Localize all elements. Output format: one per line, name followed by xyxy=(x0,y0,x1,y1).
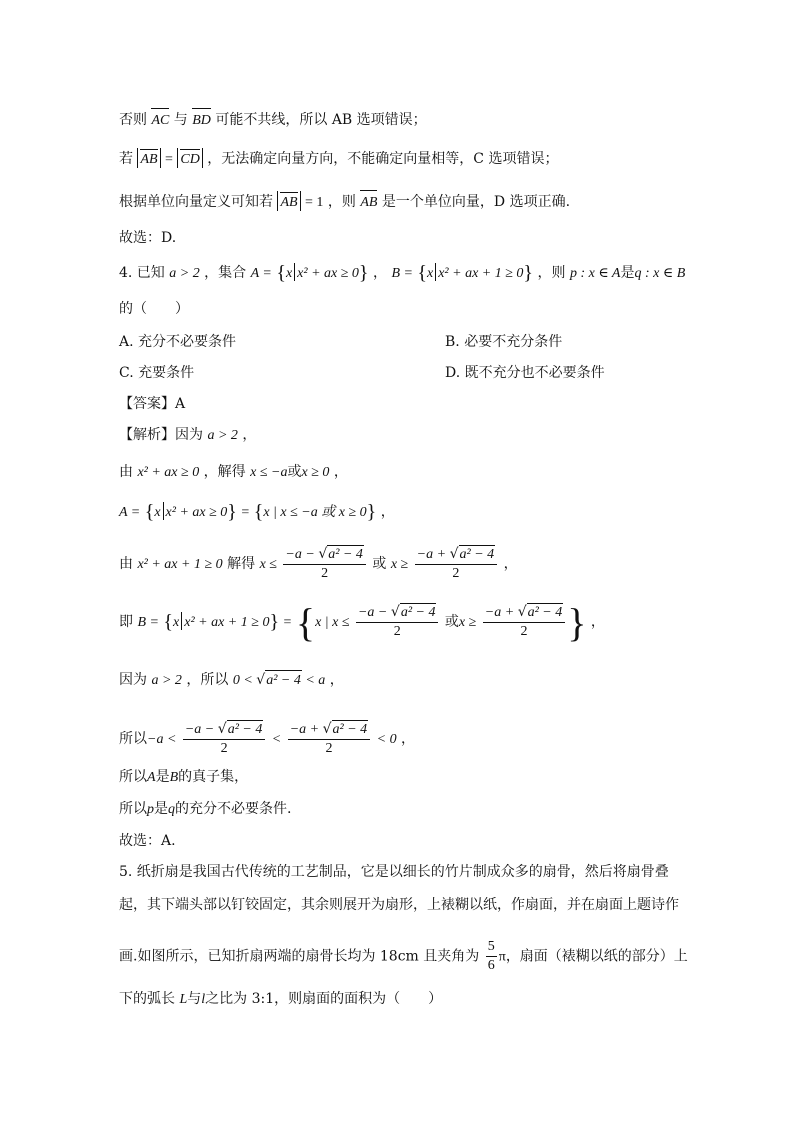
brace-left: { xyxy=(253,501,264,523)
text: ，则 xyxy=(537,265,566,281)
math: −a < xyxy=(147,732,177,747)
text: 根据单位向量定义可知若 xyxy=(119,194,273,210)
fraction: $\frac{\text{−a − √a² − 4}}{2}$ xyxy=(356,603,438,641)
math: x ≥ xyxy=(458,615,477,630)
fraction: $\frac{\text{−a + √a² − 4}}{2}$ xyxy=(415,545,497,583)
math: 0 < √a² − 4 < a xyxy=(233,673,325,688)
vector-cd: CD xyxy=(180,148,199,168)
math: x xyxy=(173,615,180,630)
text: 【解析】因为 xyxy=(119,427,203,443)
text: 是一个单位向量，D 选项正确. xyxy=(381,194,571,210)
line-choose-d: 故选：D. xyxy=(119,230,177,246)
math: x xyxy=(427,266,434,281)
option-b: B. 必要不充分条件 xyxy=(445,334,563,350)
q5-line-2: 起，其下端头部以钉铰固定，其余则展开为扇形，上裱糊以纸，作扇面，并在扇面上题诗作 xyxy=(119,897,679,913)
math: x² + ax ≥ 0 xyxy=(165,505,228,520)
math: q xyxy=(168,802,175,817)
sol-line-7 xyxy=(119,767,248,788)
sol-line-5 xyxy=(119,670,344,691)
sol-line-3 xyxy=(119,545,518,583)
analysis-start xyxy=(119,425,256,446)
math: B = xyxy=(391,266,413,281)
line-p1 xyxy=(119,107,427,131)
math: B = xyxy=(137,615,159,630)
math: x xyxy=(285,266,293,281)
text: 所以 xyxy=(119,769,147,785)
fraction: $\frac{\text{−a − √a² − 4}}{2}$ xyxy=(283,545,365,583)
vector-ab: AB xyxy=(140,148,157,168)
text: ，则 xyxy=(327,194,356,210)
option-a: A. 充分不必要条件 xyxy=(119,334,237,350)
text: ，无法确定向量方向，不能确定向量相等，C 选项错误； xyxy=(207,151,559,167)
abs-ab xyxy=(277,191,300,211)
math: p : x ∈ A xyxy=(569,266,621,281)
math: x | x ≤ −a 或 x ≥ 0 xyxy=(263,505,367,520)
q5-line-3 xyxy=(119,938,688,975)
text: ， xyxy=(401,731,416,747)
sol-line-9: 故选：A. xyxy=(119,833,176,849)
q4-stem xyxy=(119,263,685,284)
text: 是 xyxy=(620,265,635,281)
set-bar xyxy=(294,263,295,281)
sol-line-2: A = {x x² + ax ≥ 0} = {x | x ≤ −a 或 x ≥ 0} ， xyxy=(119,501,395,523)
math: x | xyxy=(315,615,333,630)
sol-line-4 xyxy=(119,600,605,645)
vector-ac: AC xyxy=(151,107,169,131)
brace-left: { xyxy=(295,600,316,645)
math: x xyxy=(154,505,161,520)
math: l xyxy=(201,992,206,1007)
math: < 0 xyxy=(376,732,397,747)
text: 若 xyxy=(119,151,133,167)
vector-ab: AB xyxy=(360,189,377,213)
math: A = xyxy=(250,266,272,281)
math: L xyxy=(179,992,188,1007)
text: 即 xyxy=(119,614,133,630)
text: ， xyxy=(372,265,387,281)
brace-left: { xyxy=(417,262,427,284)
text: ，解得 xyxy=(203,464,246,480)
q5-line-1: 5. 纸折扇是我国古代传统的工艺制品，它是以细长的竹片制成众多的扇骨，然后将扇骨叠 xyxy=(119,864,669,880)
option-c: C. 充要条件 xyxy=(119,365,195,381)
math: A = xyxy=(119,505,141,520)
text: 否则 xyxy=(119,112,147,128)
text: ， xyxy=(380,504,395,520)
fraction: $\frac{\text{−a + √a² − 4}}{2}$ xyxy=(288,720,370,758)
math: x² + ax + 1 ≥ 0 xyxy=(137,557,223,572)
vector-ab: AB xyxy=(280,191,297,211)
brace-left: { xyxy=(276,262,286,284)
text: 由 xyxy=(119,464,133,480)
math: x² + ax ≥ 0 xyxy=(297,266,359,281)
math: x ≥ xyxy=(390,557,409,572)
text: 或 xyxy=(287,464,302,480)
text: ， xyxy=(590,614,605,630)
text: 与 xyxy=(173,112,188,128)
sol-line-6 xyxy=(119,720,415,758)
text: 的充分不必要条件. xyxy=(175,801,292,817)
brace-right: } xyxy=(227,501,237,523)
text: 所以 xyxy=(119,731,147,747)
text: 由 xyxy=(119,556,133,572)
text: 或 xyxy=(444,614,459,630)
math: x² + ax + 1 ≥ 0 xyxy=(184,615,270,630)
text: 下的弧长 xyxy=(119,991,175,1007)
equals-one: = 1 xyxy=(305,195,324,210)
math: a > 2 xyxy=(151,673,182,688)
text: ， xyxy=(333,464,348,480)
text: ， xyxy=(503,556,518,572)
math: < xyxy=(271,732,282,747)
math: x ≤ −a xyxy=(250,465,288,480)
math: x ≤ xyxy=(259,557,277,572)
text: 4. 已知 xyxy=(119,265,165,281)
math: a > 2 xyxy=(207,428,238,443)
abs-cd xyxy=(177,148,202,168)
text: 的真子集， xyxy=(178,769,249,785)
math: B xyxy=(169,770,179,785)
answer: 【答案】A xyxy=(119,396,186,412)
text: ， xyxy=(242,427,257,443)
brace-right: } xyxy=(358,262,369,284)
set-bar xyxy=(181,612,182,630)
brace-right: } xyxy=(269,611,280,633)
text: 所以 xyxy=(119,801,147,817)
text: ， xyxy=(329,672,344,688)
math: π xyxy=(498,949,506,965)
line-p3 xyxy=(119,189,570,213)
text: ，扇面（裱糊以纸的部分）上 xyxy=(505,948,688,965)
line-p2 xyxy=(119,148,558,170)
text: 可能不共线，所以 AB 选项错误； xyxy=(215,112,427,128)
vector-bd: BD xyxy=(192,107,211,131)
brace-right: } xyxy=(523,262,534,284)
brace-left: { xyxy=(144,501,155,523)
set-bar xyxy=(435,263,436,281)
text: 是 xyxy=(155,769,170,785)
math: x² + ax ≥ 0 xyxy=(137,465,200,480)
option-d: D. 既不充分也不必要条件 xyxy=(445,365,605,381)
math: A xyxy=(147,770,156,785)
math: p xyxy=(147,802,154,817)
math: a > 2 xyxy=(169,266,200,281)
fraction: $\frac{\text{−a + √a² − 4}}{2}$ xyxy=(483,603,565,641)
abs-ab xyxy=(137,148,160,168)
text: 是 xyxy=(154,801,168,817)
set-bar xyxy=(163,502,164,520)
math: x ≤ xyxy=(332,615,350,630)
math: x ≥ 0 xyxy=(301,465,330,480)
text: ，所以 xyxy=(186,672,229,688)
q4-stem-end: 的（ ） xyxy=(119,301,189,317)
brace-left: { xyxy=(163,611,174,633)
q5-line-4 xyxy=(119,989,442,1010)
equals: = xyxy=(165,152,173,167)
text: 之比为 3:1，则扇面的面积为（ ） xyxy=(205,991,443,1007)
fraction: $\frac{\text{−a − √a² − 4}}{2}$ xyxy=(183,720,265,758)
text: ，集合 xyxy=(204,265,247,281)
equals: = xyxy=(283,615,292,630)
brace-right: } xyxy=(567,600,587,645)
sol-line-8 xyxy=(119,799,291,820)
text: 解得 xyxy=(227,556,256,572)
text: 画.如图所示，已知折扇两端的扇骨长均为 18cm 且夹角为 xyxy=(119,948,480,965)
text: 或 xyxy=(372,556,387,572)
sol-line-1 xyxy=(119,462,348,483)
math: x² + ax + 1 ≥ 0 xyxy=(438,266,524,281)
text: 与 xyxy=(187,991,202,1007)
math: q : x ∈ B xyxy=(634,266,686,281)
fraction-5-6: $\frac{5}{6}$ xyxy=(487,939,495,973)
text: 因为 xyxy=(119,672,147,688)
brace-right: } xyxy=(366,501,377,523)
